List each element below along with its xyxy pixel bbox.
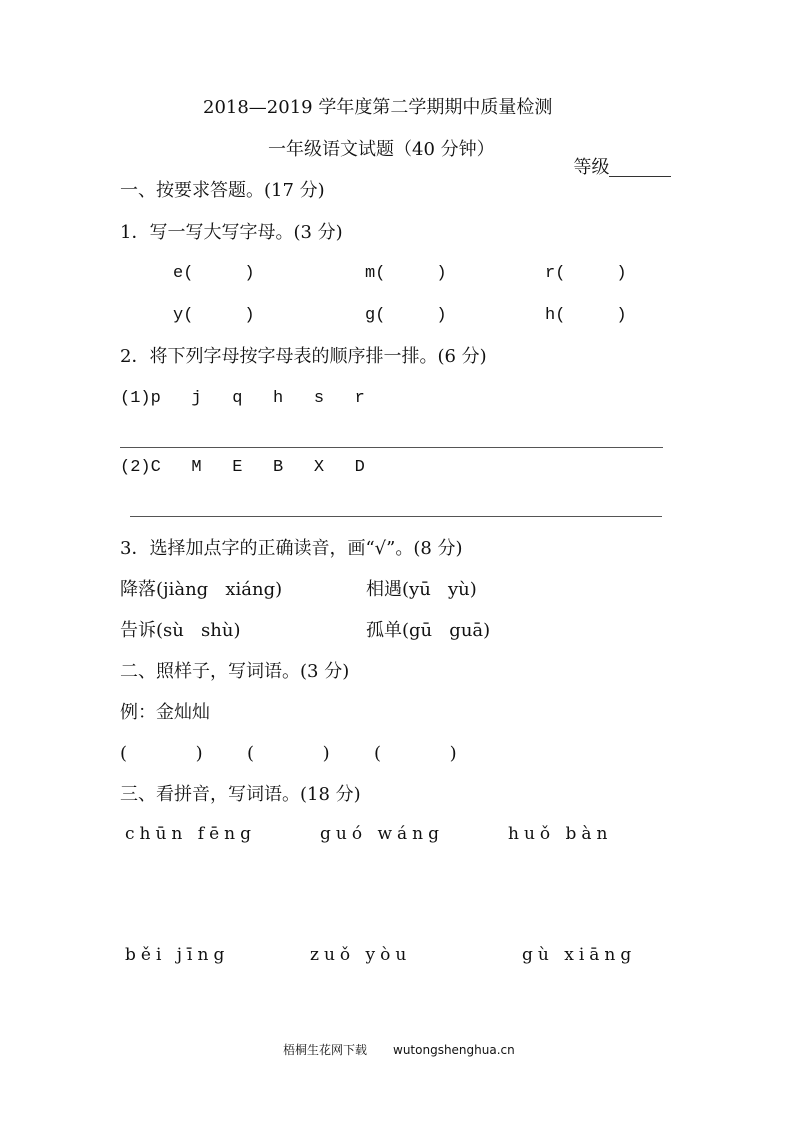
grade-blank[interactable] <box>609 160 671 177</box>
section1-heading: 一、按要求答题。(17 分) <box>120 180 325 201</box>
q3-prompt: 3．选择加点字的正确读音，画“√”。(8 分) <box>120 538 463 559</box>
section2-heading: 二、照样子，写词语。(3 分) <box>120 661 350 682</box>
grade-field[interactable] <box>562 141 671 177</box>
pinyin-item-1: chūn fēng <box>125 824 256 844</box>
section2-blank-1[interactable]: ( ) <box>120 743 203 764</box>
pinyin-item-6: gù xiāng <box>522 945 637 965</box>
section2-blank-2[interactable]: ( ) <box>247 743 330 764</box>
q1-item-m[interactable]: m( ) <box>365 264 447 283</box>
q3-item-1[interactable]: 降落(jiàng xiáng) <box>120 579 283 600</box>
q3-item-3[interactable]: 告诉(sù shù) <box>120 620 241 641</box>
q2-row2: (2)C M E B X D <box>120 458 365 477</box>
footer-url[interactable]: wutongshenghua.cn <box>393 1043 515 1057</box>
section2-example: 例：金灿灿 <box>120 702 210 723</box>
pinyin-item-5: zuǒ yòu <box>310 945 412 965</box>
grade-label: 等级 <box>573 157 610 178</box>
footer-site-name: 梧桐生花网下载 <box>283 1043 368 1057</box>
pinyin-item-2: guó wáng <box>320 824 444 844</box>
q2-prompt: 2．将下列字母按字母表的顺序排一排。(6 分) <box>120 346 487 367</box>
q3-item-2[interactable]: 相遇(yū yù) <box>366 579 477 600</box>
q3-item-4[interactable]: 孤单(gū guā) <box>366 620 491 641</box>
exam-subtitle: 一年级语文试题（40 分钟） <box>268 139 495 160</box>
q2-answer-line-2[interactable] <box>130 516 662 517</box>
pinyin-item-3: huǒ bàn <box>508 824 613 844</box>
section2-blank-3[interactable]: ( ) <box>374 743 457 764</box>
q2-answer-line-1[interactable] <box>120 447 663 448</box>
q2-row1: (1)p j q h s r <box>120 389 365 408</box>
exam-title: 2018—2019 学年度第二学期期中质量检测 <box>203 97 553 118</box>
q1-item-h[interactable]: h( ) <box>545 306 627 325</box>
section3-heading: 三、看拼音，写词语。(18 分) <box>120 784 361 805</box>
q1-item-r[interactable]: r( ) <box>545 264 627 283</box>
pinyin-item-4: běi jīng <box>125 945 230 965</box>
q1-prompt: 1．写一写大写字母。(3 分) <box>120 222 343 243</box>
q1-item-e[interactable]: e( ) <box>173 264 255 283</box>
q1-item-g[interactable]: g( ) <box>365 306 447 325</box>
q1-item-y[interactable]: y( ) <box>173 306 255 325</box>
